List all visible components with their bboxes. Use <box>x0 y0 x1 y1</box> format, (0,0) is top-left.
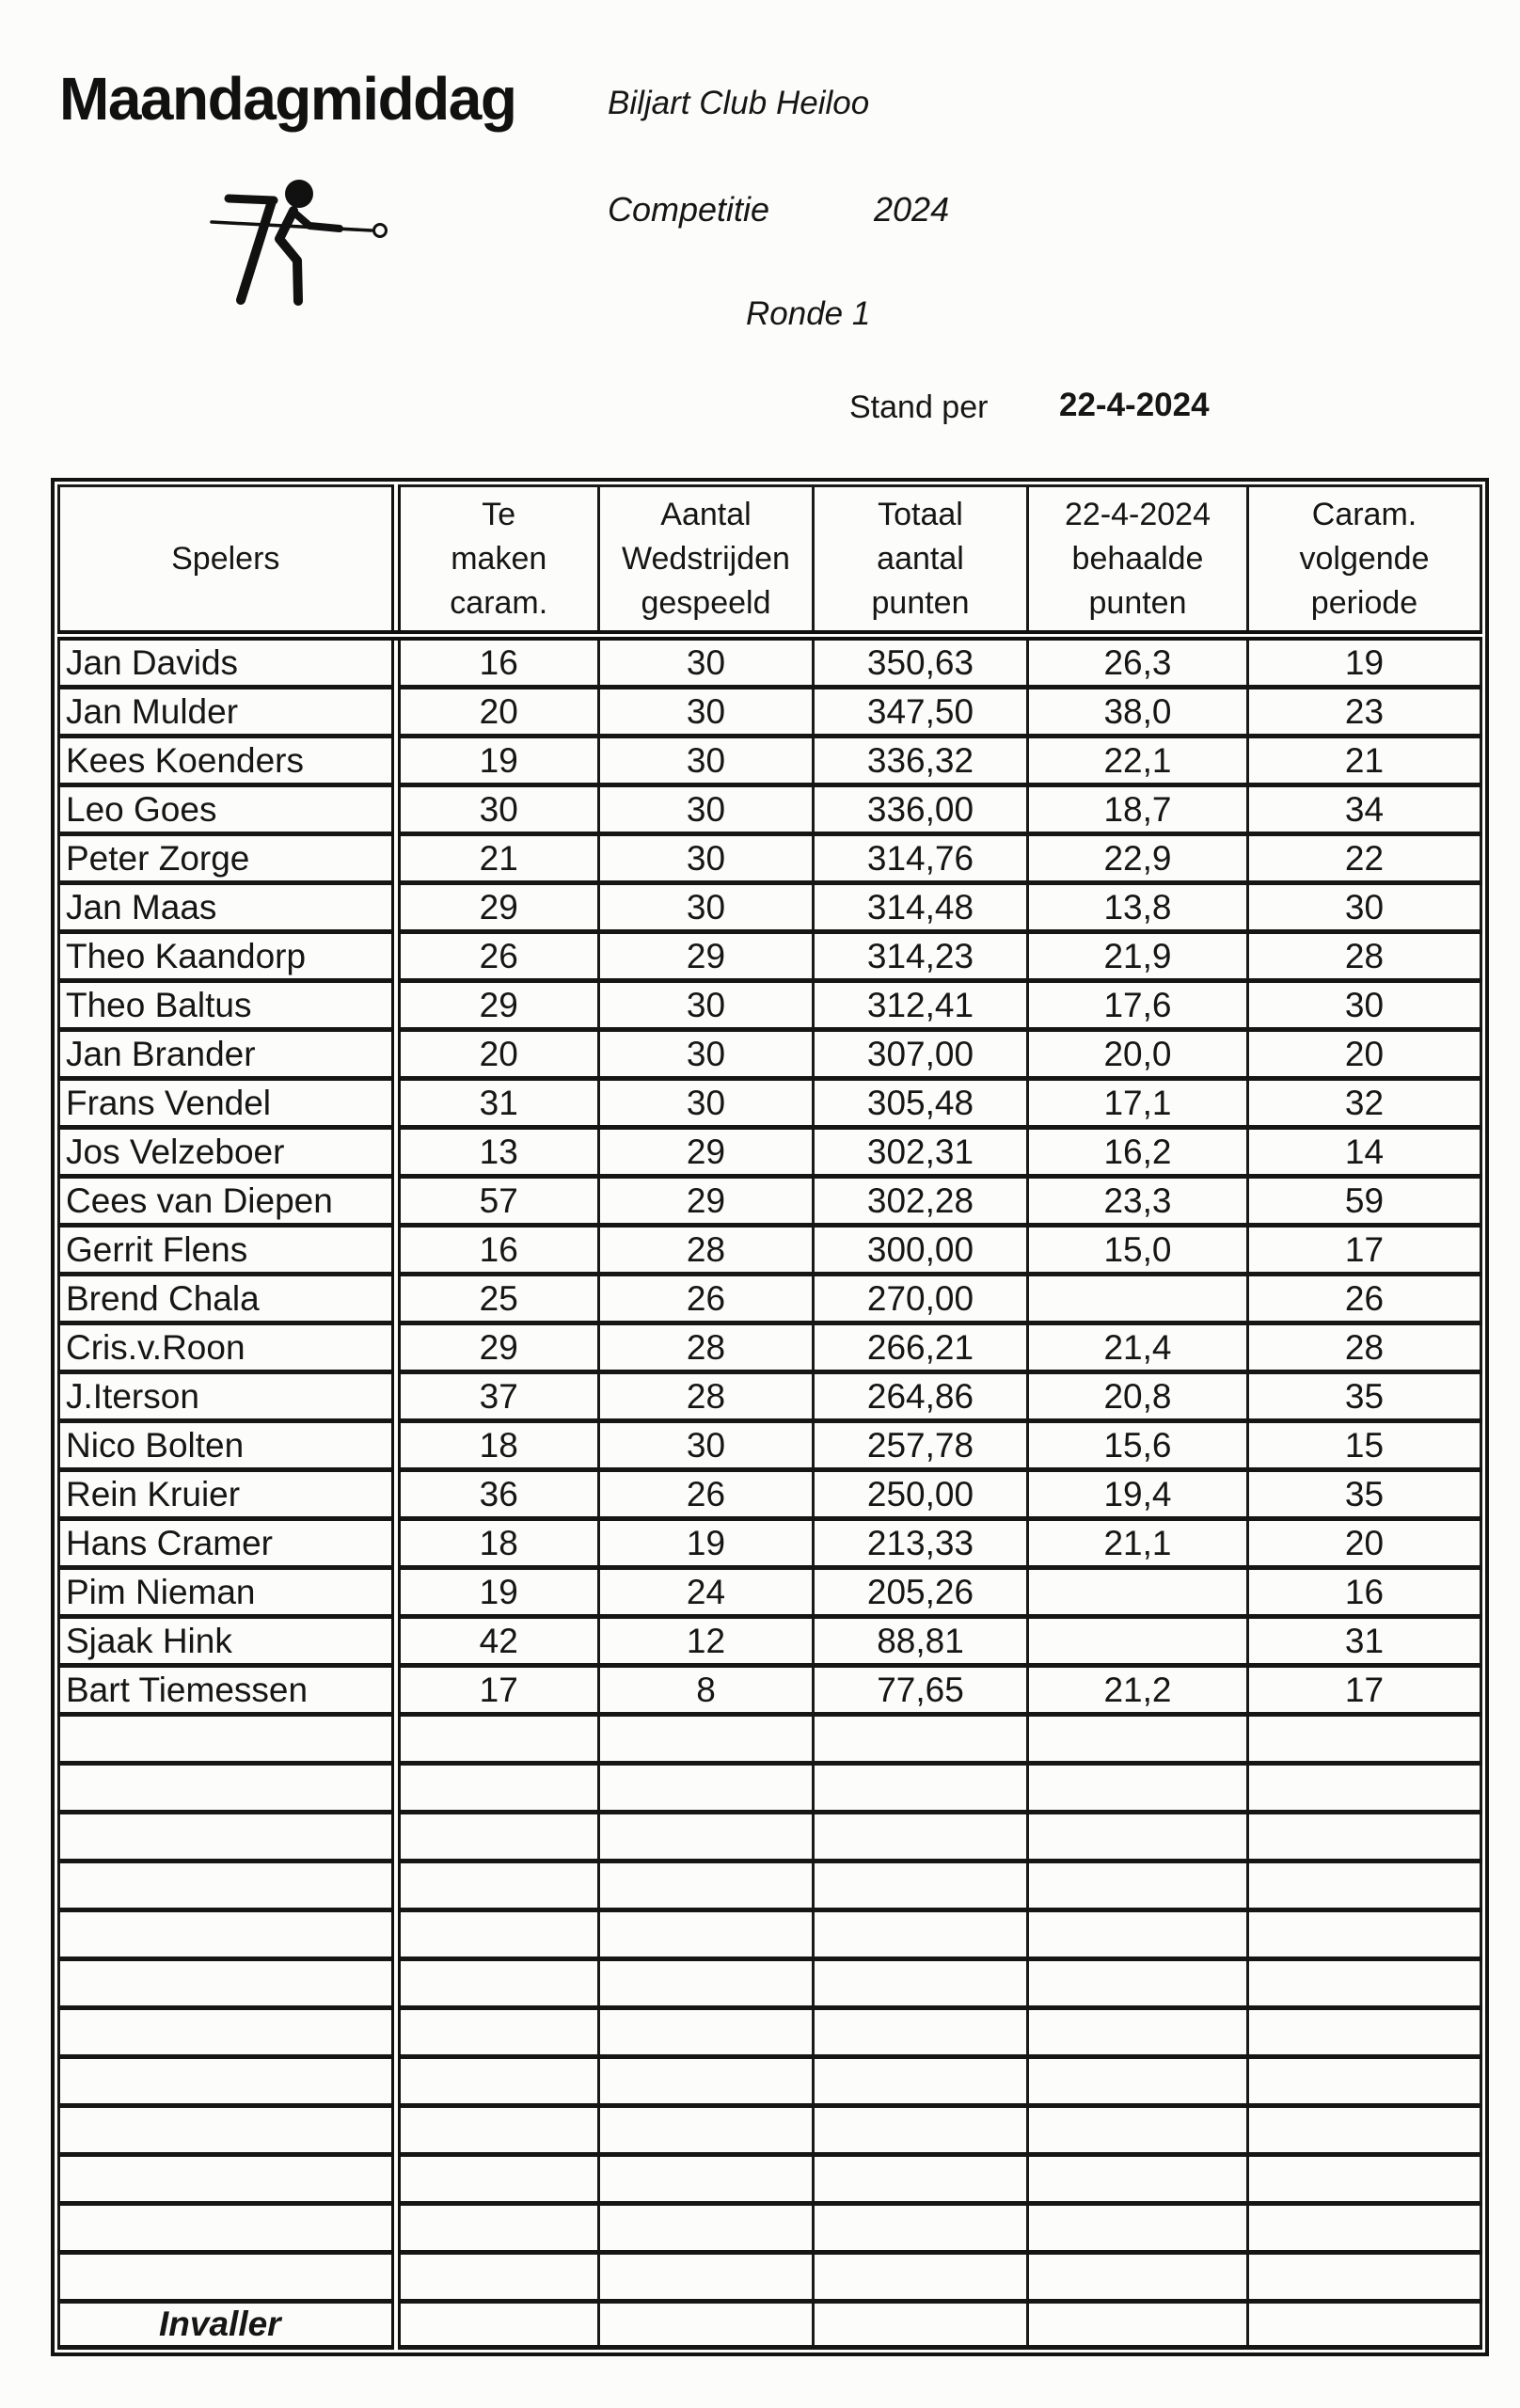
club-name: Biljart Club Heiloo <box>608 85 870 121</box>
value-cell: 30 <box>599 981 814 1030</box>
value-cell: 18 <box>396 1519 599 1568</box>
value-cell: 20 <box>1248 1519 1481 1568</box>
value-cell: 15,6 <box>1028 1421 1248 1470</box>
value-cell: 19,4 <box>1028 1470 1248 1519</box>
empty-cell <box>814 1813 1028 1861</box>
col-header-line: Caram. <box>1311 496 1417 532</box>
value-cell: 336,32 <box>814 737 1028 785</box>
empty-cell <box>59 1764 396 1813</box>
col-header-line: Te <box>482 496 516 532</box>
value-cell: 312,41 <box>814 981 1028 1030</box>
empty-cell <box>396 1764 599 1813</box>
value-cell: 20,0 <box>1028 1030 1248 1079</box>
invaller-row <box>59 2302 1481 2348</box>
value-cell: 34 <box>1248 785 1481 834</box>
player-name-cell: Sjaak Hink <box>59 1617 396 1666</box>
value-cell: 26 <box>1248 1275 1481 1323</box>
empty-cell <box>59 1959 396 2008</box>
empty-cell <box>1248 1910 1481 1959</box>
empty-cell <box>59 2155 396 2204</box>
empty-cell <box>1028 1813 1248 1861</box>
value-cell: 22,9 <box>1028 834 1248 883</box>
col-header-label: Spelers <box>171 540 280 577</box>
value-cell <box>1248 2302 1481 2348</box>
empty-cell <box>1028 2057 1248 2106</box>
value-cell: 24 <box>599 1568 814 1617</box>
value-cell: 17 <box>1248 1666 1481 1715</box>
table-row <box>59 932 1481 981</box>
empty-row <box>59 1764 1481 1813</box>
empty-cell <box>59 2106 396 2155</box>
value-cell: 21,1 <box>1028 1519 1248 1568</box>
table-row <box>59 1079 1481 1128</box>
value-cell: 21,9 <box>1028 932 1248 981</box>
col-header-totaal-punten <box>814 486 1028 636</box>
empty-cell <box>396 2057 599 2106</box>
value-cell: 31 <box>1248 1617 1481 1666</box>
value-cell: 302,31 <box>814 1128 1028 1177</box>
value-cell: 15 <box>1248 1421 1481 1470</box>
table-row <box>59 1177 1481 1226</box>
table-row <box>59 834 1481 883</box>
empty-cell <box>814 1764 1028 1813</box>
value-cell: 28 <box>599 1323 814 1372</box>
table-row <box>59 785 1481 834</box>
value-cell: 12 <box>599 1617 814 1666</box>
empty-cell <box>1028 2106 1248 2155</box>
value-cell: 22 <box>1248 834 1481 883</box>
empty-cell <box>599 1813 814 1861</box>
value-cell: 57 <box>396 1177 599 1226</box>
empty-cell <box>814 2253 1028 2302</box>
table-row <box>59 688 1481 737</box>
empty-cell <box>599 2253 814 2302</box>
empty-cell <box>814 1861 1028 1910</box>
empty-cell <box>599 2155 814 2204</box>
empty-cell <box>1248 1813 1481 1861</box>
empty-row <box>59 2204 1481 2253</box>
value-cell: 347,50 <box>814 688 1028 737</box>
table-header <box>59 486 1481 636</box>
value-cell: 205,26 <box>814 1568 1028 1617</box>
empty-cell <box>1028 1764 1248 1813</box>
empty-cell <box>59 1861 396 1910</box>
table-row <box>59 1470 1481 1519</box>
player-name-cell: Cees van Diepen <box>59 1177 396 1226</box>
player-name-cell: Hans Cramer <box>59 1519 396 1568</box>
empty-cell <box>396 1715 599 1764</box>
value-cell: 20,8 <box>1028 1372 1248 1421</box>
player-name-cell: Theo Baltus <box>59 981 396 1030</box>
value-cell: 336,00 <box>814 785 1028 834</box>
value-cell: 314,48 <box>814 883 1028 932</box>
value-cell <box>1028 2302 1248 2348</box>
empty-row <box>59 2253 1481 2302</box>
value-cell: 30 <box>599 636 814 688</box>
player-name-cell: Peter Zorge <box>59 834 396 883</box>
value-cell: 16,2 <box>1028 1128 1248 1177</box>
col-header-players <box>59 486 396 636</box>
player-name-cell: Kees Koenders <box>59 737 396 785</box>
empty-cell <box>59 2057 396 2106</box>
value-cell: 35 <box>1248 1372 1481 1421</box>
player-name-cell: Brend Chala <box>59 1275 396 1323</box>
table-body <box>59 636 1481 2302</box>
value-cell: 30 <box>599 834 814 883</box>
empty-cell <box>599 2057 814 2106</box>
empty-cell <box>599 1861 814 1910</box>
player-name-cell: Pim Nieman <box>59 1568 396 1617</box>
value-cell: 30 <box>1248 883 1481 932</box>
col-header-line: Aantal <box>660 496 752 532</box>
empty-cell <box>1248 2106 1481 2155</box>
value-cell <box>599 2302 814 2348</box>
table-row <box>59 1030 1481 1079</box>
value-cell: 18 <box>396 1421 599 1470</box>
value-cell: 250,00 <box>814 1470 1028 1519</box>
empty-row <box>59 1715 1481 1764</box>
player-name-cell: Theo Kaandorp <box>59 932 396 981</box>
billiards-player-icon <box>200 169 393 310</box>
player-name-cell: Jos Velzeboer <box>59 1128 396 1177</box>
player-name-cell: Cris.v.Roon <box>59 1323 396 1372</box>
value-cell: 37 <box>396 1372 599 1421</box>
player-name-cell: Jan Maas <box>59 883 396 932</box>
value-cell: 16 <box>396 636 599 688</box>
value-cell: 266,21 <box>814 1323 1028 1372</box>
value-cell: 16 <box>1248 1568 1481 1617</box>
empty-cell <box>59 1910 396 1959</box>
empty-cell <box>814 1959 1028 2008</box>
empty-cell <box>396 2253 599 2302</box>
empty-cell <box>396 1861 599 1910</box>
value-cell: 17,6 <box>1028 981 1248 1030</box>
empty-cell <box>396 1959 599 2008</box>
player-name-cell: Rein Kruier <box>59 1470 396 1519</box>
table-row <box>59 1421 1481 1470</box>
value-cell: 26 <box>599 1275 814 1323</box>
competition-year: 2024 <box>874 190 950 229</box>
empty-cell <box>59 2008 396 2057</box>
empty-cell <box>814 2155 1028 2204</box>
table-row <box>59 1372 1481 1421</box>
empty-cell <box>814 2204 1028 2253</box>
col-header-line: punten <box>1088 585 1187 622</box>
empty-row <box>59 2155 1481 2204</box>
value-cell: 307,00 <box>814 1030 1028 1079</box>
empty-cell <box>1248 2008 1481 2057</box>
value-cell: 19 <box>1248 636 1481 688</box>
player-name-cell: Jan Brander <box>59 1030 396 1079</box>
value-cell: 19 <box>396 737 599 785</box>
value-cell <box>1028 1568 1248 1617</box>
value-cell: 19 <box>599 1519 814 1568</box>
col-header-line: periode <box>1310 585 1418 622</box>
col-header-volgende-periode <box>1248 486 1481 636</box>
value-cell: 30 <box>599 1079 814 1128</box>
empty-cell <box>599 2008 814 2057</box>
stand-per-date: 22-4-2024 <box>1059 387 1210 423</box>
table-row <box>59 1275 1481 1323</box>
value-cell: 20 <box>1248 1030 1481 1079</box>
value-cell: 23 <box>1248 688 1481 737</box>
empty-cell <box>814 2106 1028 2155</box>
value-cell: 300,00 <box>814 1226 1028 1275</box>
empty-cell <box>1028 2204 1248 2253</box>
value-cell: 59 <box>1248 1177 1481 1226</box>
empty-row <box>59 2008 1481 2057</box>
empty-cell <box>814 1715 1028 1764</box>
empty-cell <box>396 2008 599 2057</box>
empty-cell <box>59 1813 396 1861</box>
empty-row <box>59 1959 1481 2008</box>
value-cell: 13,8 <box>1028 883 1248 932</box>
empty-cell <box>396 2155 599 2204</box>
value-cell: 257,78 <box>814 1421 1028 1470</box>
value-cell: 213,33 <box>814 1519 1028 1568</box>
value-cell <box>814 2302 1028 2348</box>
value-cell: 29 <box>599 1128 814 1177</box>
value-cell: 30 <box>396 785 599 834</box>
empty-cell <box>1028 2008 1248 2057</box>
value-cell: 29 <box>396 981 599 1030</box>
empty-row <box>59 2057 1481 2106</box>
empty-cell <box>1248 2204 1481 2253</box>
value-cell: 28 <box>599 1226 814 1275</box>
stand-per-label: Stand per <box>849 389 989 425</box>
value-cell <box>1028 1275 1248 1323</box>
empty-cell <box>396 2106 599 2155</box>
col-header-line: maken <box>451 540 547 577</box>
value-cell: 30 <box>1248 981 1481 1030</box>
col-header-line: Wedstrijden <box>622 540 790 577</box>
empty-cell <box>59 2253 396 2302</box>
player-name-cell: Bart Tiemessen <box>59 1666 396 1715</box>
round-label: Ronde 1 <box>746 295 871 332</box>
value-cell: 88,81 <box>814 1617 1028 1666</box>
col-header-line: caram. <box>450 585 548 622</box>
value-cell: 26 <box>396 932 599 981</box>
empty-cell <box>599 2106 814 2155</box>
value-cell: 28 <box>1248 932 1481 981</box>
value-cell: 29 <box>396 883 599 932</box>
table-row <box>59 636 1481 688</box>
col-header-line: Totaal <box>878 496 963 532</box>
value-cell: 22,1 <box>1028 737 1248 785</box>
empty-cell <box>396 1910 599 1959</box>
value-cell: 23,3 <box>1028 1177 1248 1226</box>
value-cell: 25 <box>396 1275 599 1323</box>
value-cell <box>1028 1617 1248 1666</box>
value-cell: 42 <box>396 1617 599 1666</box>
empty-cell <box>814 2057 1028 2106</box>
table-row <box>59 1323 1481 1372</box>
col-header-line: punten <box>871 585 970 622</box>
value-cell: 30 <box>599 1030 814 1079</box>
col-header-wedstrijden <box>599 486 814 636</box>
col-header-behaalde-punten <box>1028 486 1248 636</box>
empty-cell <box>1028 1959 1248 2008</box>
table-row <box>59 1617 1481 1666</box>
col-header-line: behaalde <box>1071 540 1204 577</box>
value-cell: 30 <box>599 1421 814 1470</box>
value-cell: 270,00 <box>814 1275 1028 1323</box>
value-cell: 31 <box>396 1079 599 1128</box>
value-cell: 17 <box>1248 1226 1481 1275</box>
value-cell: 314,23 <box>814 932 1028 981</box>
value-cell: 305,48 <box>814 1079 1028 1128</box>
col-header-te-maken <box>396 486 599 636</box>
table-row <box>59 981 1481 1030</box>
player-name-cell: J.Iterson <box>59 1372 396 1421</box>
value-cell: 20 <box>396 688 599 737</box>
table-footer <box>59 2302 1481 2348</box>
player-name-cell: Jan Davids <box>59 636 396 688</box>
value-cell <box>396 2302 599 2348</box>
value-cell: 26 <box>599 1470 814 1519</box>
table-row <box>59 737 1481 785</box>
empty-cell <box>1028 1910 1248 1959</box>
invaller-label: Invaller <box>59 2302 396 2348</box>
empty-cell <box>814 2008 1028 2057</box>
empty-row <box>59 2106 1481 2155</box>
empty-cell <box>1028 2253 1248 2302</box>
value-cell: 21 <box>1248 737 1481 785</box>
empty-cell <box>1248 1959 1481 2008</box>
value-cell: 21,2 <box>1028 1666 1248 1715</box>
col-header-line: 22-4-2024 <box>1064 496 1211 532</box>
value-cell: 314,76 <box>814 834 1028 883</box>
table-row <box>59 1519 1481 1568</box>
competition-label: Competitie <box>608 190 770 229</box>
value-cell: 19 <box>396 1568 599 1617</box>
value-cell: 30 <box>599 785 814 834</box>
player-name-cell: Nico Bolten <box>59 1421 396 1470</box>
value-cell: 36 <box>396 1470 599 1519</box>
player-name-cell: Leo Goes <box>59 785 396 834</box>
empty-row <box>59 1910 1481 1959</box>
value-cell: 30 <box>599 737 814 785</box>
empty-cell <box>814 1910 1028 1959</box>
col-header-line: gespeeld <box>641 585 771 622</box>
value-cell: 18,7 <box>1028 785 1248 834</box>
table-row <box>59 1666 1481 1715</box>
value-cell: 32 <box>1248 1079 1481 1128</box>
empty-cell <box>396 2204 599 2253</box>
empty-cell <box>599 1764 814 1813</box>
value-cell: 38,0 <box>1028 688 1248 737</box>
empty-cell <box>1248 1764 1481 1813</box>
value-cell: 20 <box>396 1030 599 1079</box>
empty-cell <box>396 1813 599 1861</box>
value-cell: 77,65 <box>814 1666 1028 1715</box>
value-cell: 350,63 <box>814 636 1028 688</box>
table-row <box>59 1568 1481 1617</box>
value-cell: 28 <box>599 1372 814 1421</box>
value-cell: 264,86 <box>814 1372 1028 1421</box>
empty-cell <box>1248 1861 1481 1910</box>
empty-cell <box>599 2204 814 2253</box>
value-cell: 13 <box>396 1128 599 1177</box>
empty-cell <box>1248 2057 1481 2106</box>
table-row <box>59 1128 1481 1177</box>
empty-cell <box>1028 2155 1248 2204</box>
empty-cell <box>599 1910 814 1959</box>
value-cell: 26,3 <box>1028 636 1248 688</box>
empty-cell <box>599 1959 814 2008</box>
player-name-cell: Frans Vendel <box>59 1079 396 1128</box>
value-cell: 29 <box>396 1323 599 1372</box>
empty-cell <box>59 1715 396 1764</box>
empty-row <box>59 1861 1481 1910</box>
value-cell: 28 <box>1248 1323 1481 1372</box>
table-header-row <box>59 486 1481 636</box>
col-header-line: aantal <box>877 540 964 577</box>
empty-cell <box>1248 1715 1481 1764</box>
value-cell: 14 <box>1248 1128 1481 1177</box>
col-header-line: volgende <box>1299 540 1430 577</box>
value-cell: 8 <box>599 1666 814 1715</box>
value-cell: 15,0 <box>1028 1226 1248 1275</box>
page-title: Maandagmiddag <box>59 65 516 133</box>
table-row <box>59 1226 1481 1275</box>
value-cell: 29 <box>599 1177 814 1226</box>
player-name-cell: Gerrit Flens <box>59 1226 396 1275</box>
value-cell: 17,1 <box>1028 1079 1248 1128</box>
value-cell: 21 <box>396 834 599 883</box>
empty-cell <box>599 1715 814 1764</box>
value-cell: 30 <box>599 883 814 932</box>
player-name-cell: Jan Mulder <box>59 688 396 737</box>
empty-cell <box>1248 2253 1481 2302</box>
table-row <box>59 883 1481 932</box>
value-cell: 30 <box>599 688 814 737</box>
value-cell: 17 <box>396 1666 599 1715</box>
empty-cell <box>59 2204 396 2253</box>
empty-row <box>59 1813 1481 1861</box>
empty-cell <box>1028 1861 1248 1910</box>
value-cell: 302,28 <box>814 1177 1028 1226</box>
empty-cell <box>1248 2155 1481 2204</box>
standings-table <box>51 478 1489 2356</box>
value-cell: 21,4 <box>1028 1323 1248 1372</box>
empty-cell <box>1028 1715 1248 1764</box>
value-cell: 16 <box>396 1226 599 1275</box>
value-cell: 35 <box>1248 1470 1481 1519</box>
value-cell: 29 <box>599 932 814 981</box>
